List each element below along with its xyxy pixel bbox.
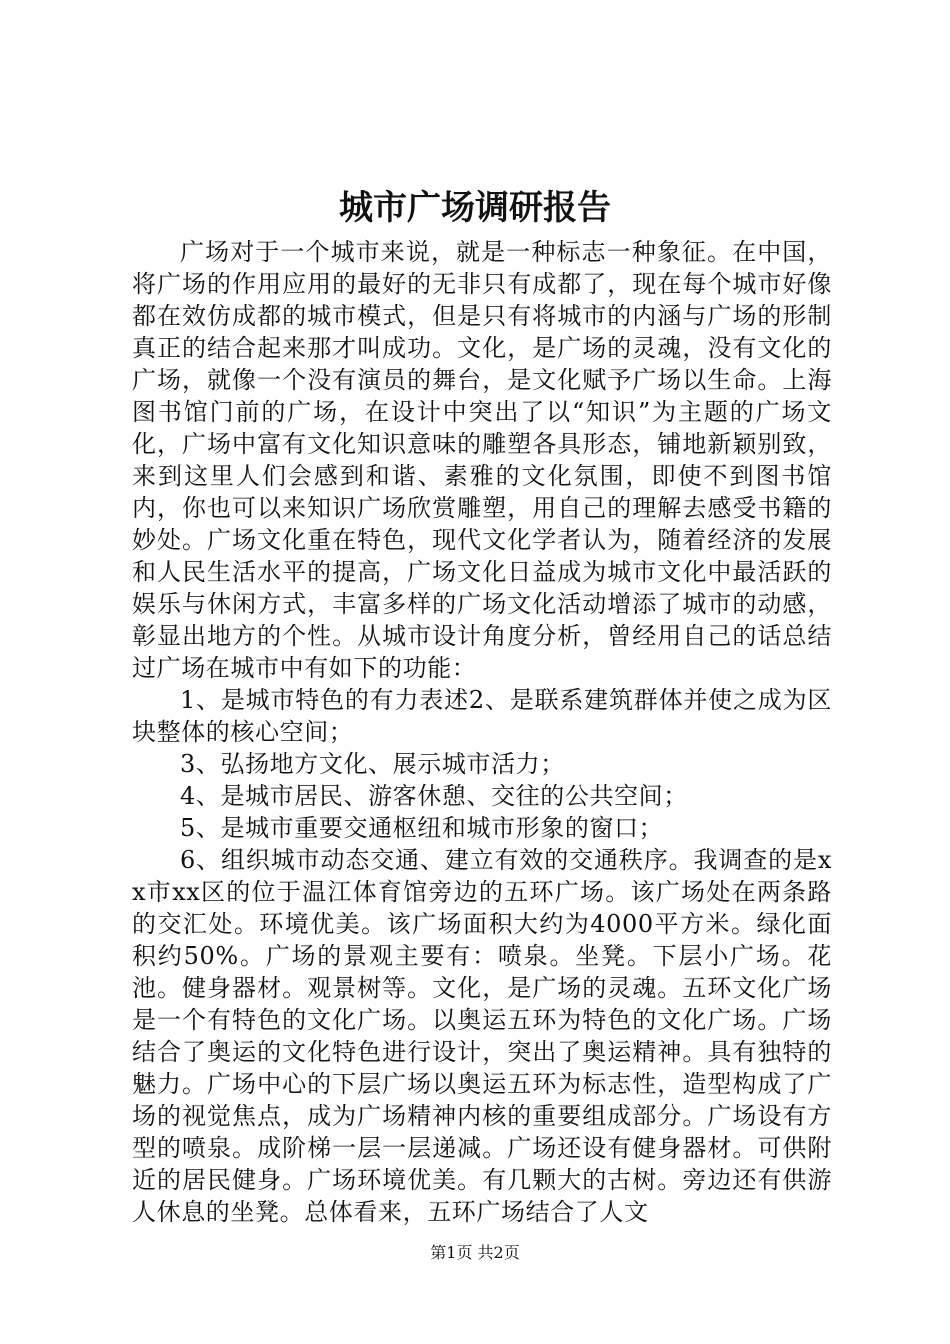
page-footer: 第1页 共2页 xyxy=(430,1243,520,1262)
document-body xyxy=(132,236,832,1228)
paragraph-function-4: 4、是城市居民、游客休憩、交往的公共空间； xyxy=(180,782,688,810)
paragraph-function-6-survey: 6、组织城市动态交通、建立有效的交通秩序。我调查的是xx市xx区的位于温江体育馆旁边的五环广场。该广场处在两条路的交汇处。环境优美。该广场面积大约为4000平方米。绿化面积约50%。广场的景观主要有：喷泉。坐凳。下层小广场。花池。健身器材。观景树等。文化，是广场的灵魂。五环文化广场是一个有特色的文化广场。以奥运五环为特色的文化广场。广场结合了奥运的文化特色进行设计，突出了奥运精神。具有独特的魅力。广场中心的下层广场以奥运五环为标志性，造型构成了广场的视觉焦点，成为广场精神内核的重要组成部分。广场设有方型的喷泉。成阶梯一层一层递减。广场还设有健身器材。可供附近的居民健身。广场环境优美。有几颗大的古树。旁边还有供游人休息的坐凳。总体看来，五环广场结合了人文 xyxy=(132,846,832,1226)
paragraph-function-5: 5、是城市重要交通枢纽和城市形象的窗口； xyxy=(180,814,664,842)
paragraph-function-3: 3、弘扬地方文化、展示城市活力； xyxy=(180,750,565,778)
paragraph-intro: 广场对于一个城市来说，就是一种标志一种象征。在中国，将广场的作用应用的最好的无非只有成都了，现在每个城市好像都在效仿成都的城市模式，但是只有将城市的内涵与广场的形制真正的结合起来那才叫成功。文化，是广场的灵魂，没有文化的广场，就像一个没有演员的舞台，是文化赋予广场以生命。上海图书馆门前的广场，在设计中突出了以“知识”为主题的广场文化，广场中富有文化知识意味的雕塑各具形态，铺地新颖别致，来到这里人们会感到和谐、素雅的文化氛围，即使不到图书馆内，你也可以来知识广场欣赏雕塑，用自己的理解去感受书籍的妙处。广场文化重在特色，现代文化学者认为，随着经济的发展和人民生活水平的提高，广场文化日益成为城市文化中最活跃的娱乐与休闲方式，丰富多样的广场文化活动增添了城市的动感，彰显出地方的个性。从城市设计角度分析，曾经用自己的话总结过广场在城市中有如下的功能： xyxy=(132,238,832,682)
paragraph-function-1-2: 1、是城市特色的有力表述2、是联系建筑群体并使之成为区块整体的核心空间； xyxy=(132,686,832,746)
document-title: 城市广场调研报告 xyxy=(339,188,611,228)
